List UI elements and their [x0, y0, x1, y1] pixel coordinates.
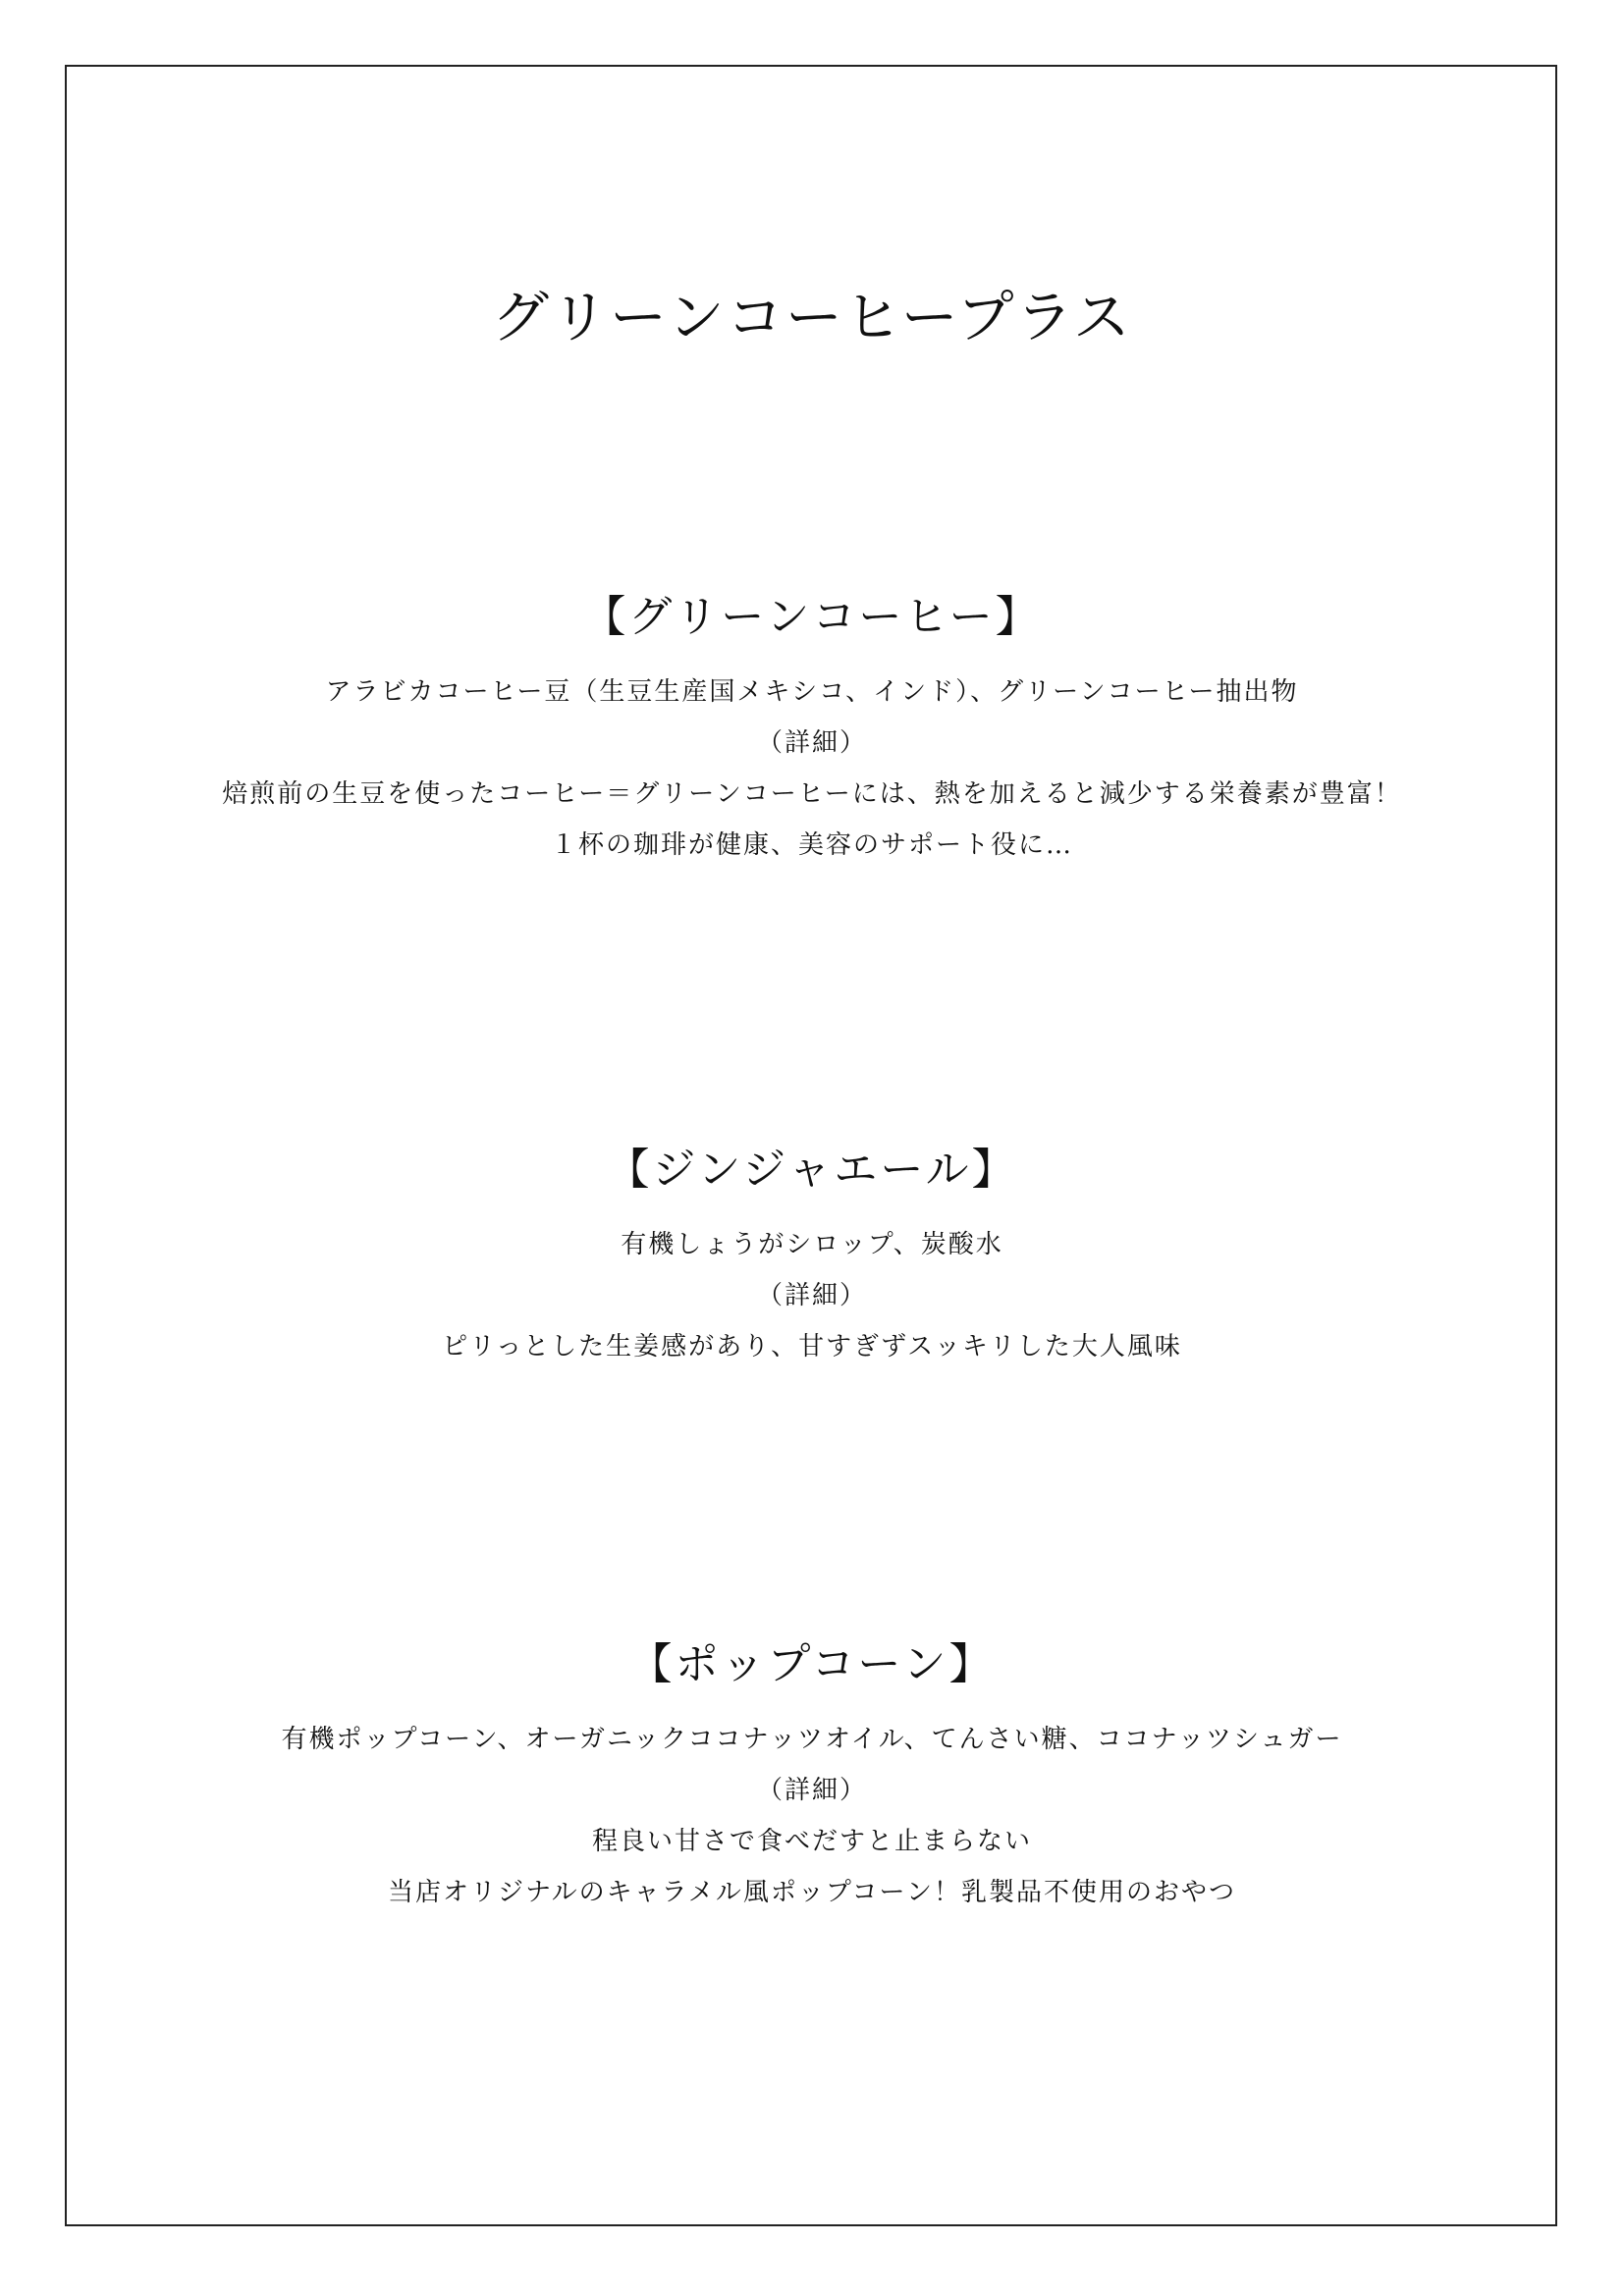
section-heading: 【ジンジャエール】 [606, 1145, 1018, 1195]
description-line: 当店オリジナルのキャラメル風ポップコーン！乳製品不使用のおやつ [387, 1878, 1237, 1907]
description-line: 程良い甘さで食べだすと止まらない [591, 1827, 1032, 1856]
ingredients-text: アラビカコーヒー豆（生豆生産国メキシコ、インド）、グリーンコーヒー抽出物 [325, 677, 1299, 707]
detail-label: （詳細） [756, 728, 867, 758]
description-line: １杯の珈琲が健康、美容のサポート役に… [550, 830, 1073, 860]
page-title: グリーンコーヒープラス [492, 284, 1132, 350]
ingredients-text: 有機ポップコーン、オーガニックココナッツオイル、てんさい糖、ココナッツシュガー [281, 1725, 1343, 1754]
section-heading: 【ポップコーン】 [628, 1639, 996, 1689]
detail-label: （詳細） [756, 1281, 867, 1310]
description-line: ピリっとした生姜感があり、甘すぎずスッキリした大人風味 [442, 1332, 1182, 1362]
section-popcorn [0, 1633, 1624, 1918]
description-line: 焙煎前の生豆を使ったコーヒー＝グリーンコーヒーには、熱を加えると減少する栄養素が豊富！ [222, 779, 1402, 809]
ingredients-text: 有機しょうがシロップ、炭酸水 [621, 1230, 1003, 1259]
section-heading: 【グリーンコーヒー】 [582, 592, 1042, 642]
section-green-coffee [0, 586, 1624, 871]
detail-label: （詳細） [756, 1776, 867, 1805]
section-ginger-ale [0, 1139, 1624, 1372]
